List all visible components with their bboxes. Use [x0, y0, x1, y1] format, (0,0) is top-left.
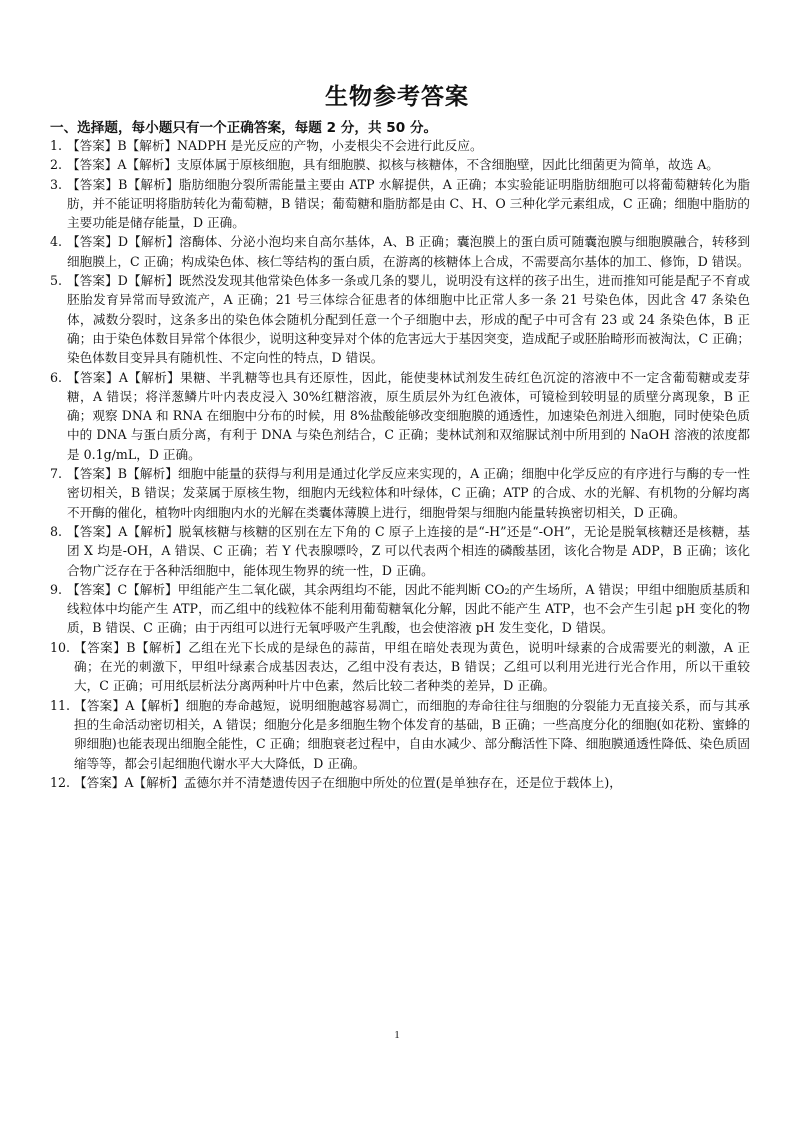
page-title: 生物参考答案 [325, 84, 469, 110]
item-number: 3. [50, 176, 63, 192]
answer-item-4 [50, 232, 750, 271]
item-text: 【答案】B【解析】脂肪细胞分裂所需能量主要由 ATP 水解提供，A 正确；本实验能证明脂肪细胞可以将葡萄糖转化为脂肪，并不能证明将脂肪转化为葡萄糖，B 错误；葡萄糖和脂肪都是由 C、H、O 三种化学元素组成，C 正确；细胞中脂肪的主要功能是储存能量，D 正确。 [67, 176, 750, 231]
item-number: 6. [50, 369, 63, 385]
answer-item-11 [50, 696, 750, 773]
item-text: 【答案】A【解析】支原体属于原核细胞，具有细胞膜、拟核与核糖体，不含细胞壁，因此比细菌更为简单，故选 A。 [67, 157, 719, 173]
item-number: 11. [50, 697, 71, 713]
item-text: 【答案】A【解析】细胞的寿命越短，说明细胞越容易凋亡，而细胞的寿命往往与细胞的分裂能力无直接关系，而与其承担的生命活动密切相关，A 错误；细胞分化是多细胞生物个体发育的基础，B 正确；一些高度分化的细胞(如花粉、蜜蜂的卵细胞)也能表现出细胞全能性，C 正确；细胞衰老过程中，自由水减少、部分酶活性下降、细胞膜通透性降低、染色质固缩等等，都会引起细胞代谢水平大大降低，D 正确。 [74, 697, 750, 771]
item-text: 【答案】B【解析】NADPH 是光反应的产物，小麦根尖不会进行此反应。 [67, 138, 483, 153]
answer-item-7 [50, 464, 750, 522]
answer-item-2 [50, 155, 750, 174]
item-number: 4. [50, 234, 63, 250]
answer-item-8 [50, 522, 750, 580]
item-number: 2. [50, 157, 63, 173]
item-text: 【答案】C【解析】甲组能产生二氧化碳，其余两组均不能，因此不能判断 CO₂的产生场所，A 错误；甲组中细胞质基质和线粒体中均能产生 ATP，而乙组中的线粒体不能利用葡萄糖氧化分解，因此不能产生 ATP，也不会产生引起 pH 变化的物质，B 错误、C 正确；由于丙组可以进行无氧呼吸产生乳酸，也会使溶液 pH 发生变化，D 错误。 [67, 581, 750, 636]
answer-item-1 [50, 136, 750, 155]
answer-item-12 [50, 773, 750, 792]
item-number: 10. [50, 639, 71, 655]
answer-item-5 [50, 271, 750, 367]
item-text: 【答案】D【解析】溶酶体、分泌小泡均来自高尔基体，A、B 正确；囊泡膜上的蛋白质可随囊泡膜与细胞膜融合，转移到细胞膜上，C 正确；构成染色体、核仁等结构的蛋白质，在游离的核糖体上合成，不需要高尔基体的加工、修饰，D 错误。 [67, 234, 750, 269]
section-heading: 一、选择题，每小题只有一个正确答案，每题 2 分，共 50 分。 [50, 120, 438, 136]
answer-item-10 [50, 638, 750, 696]
item-number: 7. [50, 466, 63, 482]
answer-item-6 [50, 368, 750, 464]
item-number: 1. [50, 138, 63, 153]
item-text: 【答案】A【解析】脱氧核糖与核糖的区别在左下角的 C 原子上连接的是“-H”还是“-OH”，无论是脱氧核糖还是核糖，基团 X 均是-OH，A 错误、C 正确；若 Y 代表腺嘌呤，Z 可以代表两个相连的磷酸基团，该化合物是 ADP，B 正确；该化合物广泛存在于各种活细胞中，能体现生物界的统一性，D 正确。 [67, 523, 750, 578]
item-number: 12. [50, 774, 71, 790]
page-number: 1 [394, 1029, 400, 1041]
item-number: 8. [50, 523, 63, 539]
item-text: 【答案】A【解析】果糖、半乳糖等也具有还原性，因此，能使斐林试剂发生砖红色沉淀的溶液中不一定含葡萄糖或麦芽糖，A 错误；将洋葱鳞片叶内表皮浸入 30%红糖溶液，原生质层外为红色液体，可镜检到较明显的质壁分离现象，B 正确；观察 DNA 和 RNA 在细胞中分布的时候，用 8%盐酸能够改变细胞膜的通透性，加速染色剂进入细胞，同时使染色质中的 DNA 与蛋白质分离，有利于 DNA 与染色剂结合，C 正确；斐林试剂和双缩脲试剂中所用到的 NaOH 溶液的浓度都是 0.1g/mL，D 正确。 [67, 369, 750, 462]
answer-list [50, 136, 750, 792]
item-text: 【答案】D【解析】既然没发现其他常染色体多一条或几条的婴儿，说明没有这样的孩子出生，进而推知可能是配子不育或胚胎发育异常而导致流产，A 正确；21 号三体综合征患者的体细胞中比正常人多一条 21 号染色体，因此含 47 条染色体，减数分裂时，这条多出的染色体会随机分配到任意一个子细胞中去，形成的配子中可含有 23 或 24 条染色体，B 正确；由于染色体数目异常个体很少，说明这种变异对个体的危害远大于基因突变，造成配子或胚胎畸形而被淘汰，C 正确；染色体数目变异具有随机性、不定向性的特点，D 错误。 [67, 273, 750, 366]
answer-item-3 [50, 175, 750, 233]
item-number: 5. [50, 273, 63, 289]
item-text: 【答案】B【解析】乙组在光下长成的是绿色的蒜苗，甲组在暗处表现为黄色，说明叶绿素的合成需要光的刺激，A 正确；在光的刺激下，甲组叶绿素合成基因表达，乙组中没有表达，B 错误；乙组可以利用光进行光合作用，所以干重较大，C 正确；可用纸层析法分离两种叶片中色素，然后比较二者种类的差异，D 正确。 [74, 639, 750, 694]
item-text: 【答案】B【解析】细胞中能量的获得与利用是通过化学反应来实现的，A 正确；细胞中化学反应的有序进行与酶的专一性密切相关，B 错误；发菜属于原核生物，细胞内无线粒体和叶绿体，C 正确；ATP 的合成、水的光解、有机物的分解均离不开酶的催化，植物叶肉细胞内水的光解在类囊体薄膜上进行，细胞骨架与细胞内能量转换密切相关，D 正确。 [67, 466, 750, 520]
item-number: 9. [50, 581, 63, 597]
answer-item-9 [50, 580, 750, 638]
item-text: 【答案】A【解析】孟德尔并不清楚遗传因子在细胞中所处的位置(是单独存在，还是位于载体上)， [74, 774, 622, 790]
